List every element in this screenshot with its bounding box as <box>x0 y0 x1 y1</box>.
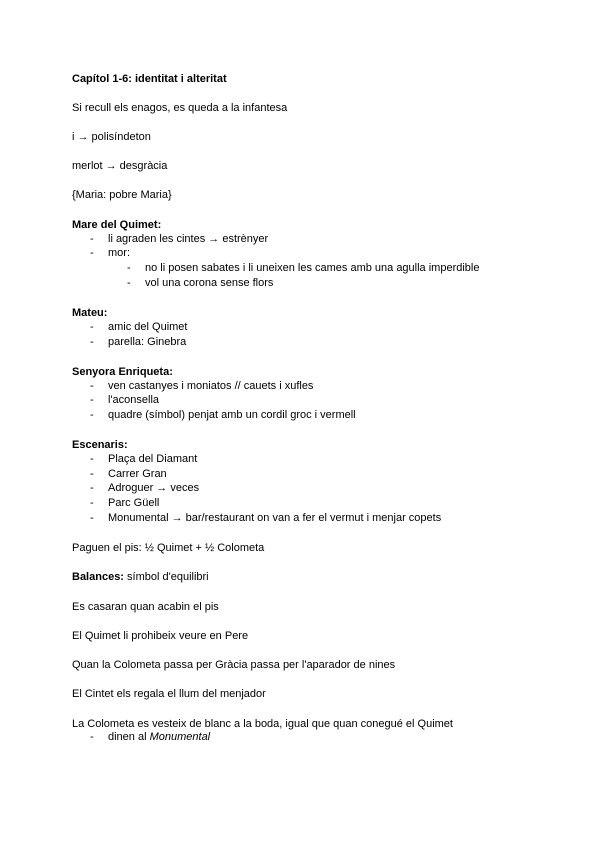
list-item <box>0 409 600 423</box>
list-item <box>0 453 600 467</box>
list-item <box>0 277 600 291</box>
dash-marker: - <box>90 233 94 245</box>
list-item-text: Monumental → bar/restaurant on van a fer el vermut i menjar copets <box>108 512 442 524</box>
dash-marker: - <box>90 336 94 348</box>
section-heading-enriqueta: Senyora Enriqueta: <box>72 366 173 378</box>
list-item <box>0 468 600 482</box>
note-line: El Cintet els regala el llum del menjador <box>72 688 266 700</box>
list-item-text: Plaça del Diamant <box>108 453 198 465</box>
list-item <box>0 262 600 276</box>
note-line: i → polisíndeton <box>72 131 151 143</box>
dash-marker: - <box>90 512 94 524</box>
list-item-text: Parc Güell <box>108 497 160 509</box>
list-item-text: no li posen sabates i li uneixen les cames amb una agulla imperdible <box>145 262 480 274</box>
note-line: La Colometa es vesteix de blanc a la boda, igual que quan conegué el Quimet <box>72 718 453 730</box>
note-line: El Quimet li prohibeix veure en Pere <box>72 630 249 642</box>
list-item <box>0 731 600 745</box>
balances-line <box>72 570 209 584</box>
section-heading-mateu: Mateu: <box>72 307 108 319</box>
list-item <box>0 233 600 247</box>
section-heading-escenaris: Escenaris: <box>72 439 128 451</box>
list-item-text: parella: Ginebra <box>108 336 187 348</box>
dash-marker: - <box>90 380 94 392</box>
note-line: Si recull els enagos, es queda a la infantesa <box>72 102 288 114</box>
dash-marker: - <box>90 247 94 259</box>
list-item <box>0 394 600 408</box>
dash-marker: - <box>90 468 94 480</box>
dinen-italic: Monumental <box>149 731 211 743</box>
list-item <box>0 497 600 511</box>
dash-marker: - <box>90 409 94 421</box>
dash-marker: - <box>90 394 94 406</box>
dinen-text: dinen al <box>108 731 150 743</box>
dash-marker: - <box>90 482 94 494</box>
dash-marker: - <box>90 497 94 509</box>
list-item <box>0 336 600 350</box>
dash-marker: - <box>127 277 131 289</box>
list-item-text: vol una corona sense flors <box>145 277 274 289</box>
list-item-text: Carrer Gran <box>108 468 167 480</box>
list-item-text: ven castanyes i moniatos // cauets i xufles <box>108 380 314 392</box>
list-item <box>0 321 600 335</box>
dash-marker: - <box>90 321 94 333</box>
dash-marker: - <box>127 262 131 274</box>
dash-marker: - <box>90 453 94 465</box>
list-item-text: mor: <box>108 247 130 259</box>
balances-text: símbol d'equilibri <box>123 571 209 583</box>
list-item <box>0 380 600 394</box>
list-item-text: Adroguer → veces <box>108 482 200 494</box>
note-line: Es casaran quan acabin el pis <box>72 601 219 613</box>
note-line: Quan la Colometa passa per Gràcia passa per l'aparador de nines <box>72 659 396 671</box>
section-heading-mare: Mare del Quimet: <box>72 219 162 231</box>
note-line-pis: Paguen el pis: ½ Quimet + ½ Colometa <box>72 542 265 554</box>
note-line: merlot → desgràcia <box>72 160 168 172</box>
balances-label: Balances: <box>72 571 124 583</box>
dash-marker: - <box>90 731 94 743</box>
list-item <box>0 512 600 526</box>
note-line: {Maria: pobre Maria} <box>72 189 172 201</box>
list-item <box>0 247 600 261</box>
list-item-text: amic del Quimet <box>108 321 188 333</box>
list-item-text: quadre (símbol) penjat amb un cordil groc i vermell <box>108 409 356 421</box>
list-item-text: l'aconsella <box>108 394 160 406</box>
list-item <box>0 482 600 496</box>
page-title: Capítol 1-6: identitat i alteritat <box>72 73 227 85</box>
list-item-text: li agraden les cintes → estrènyer <box>108 233 269 245</box>
list-item-text <box>108 731 210 743</box>
